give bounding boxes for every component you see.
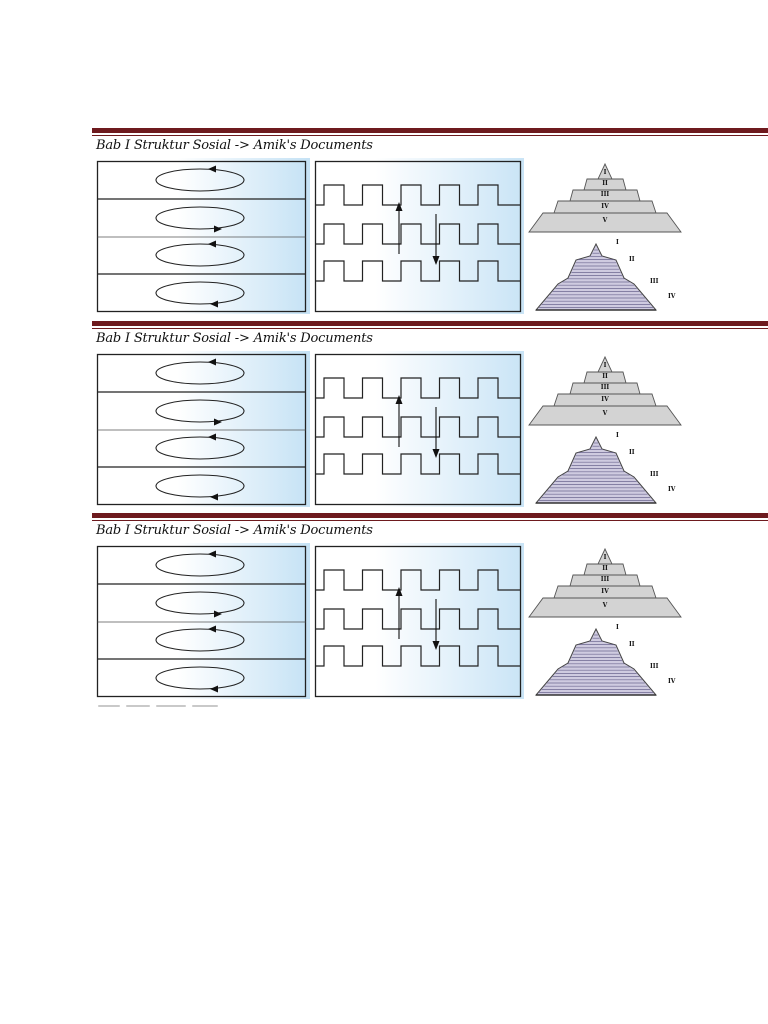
pyramid-level-label: III <box>650 663 659 670</box>
rotation-ellipse <box>156 626 244 652</box>
square-wave-line <box>316 609 521 629</box>
stratification-pyramid-stepped <box>528 162 682 234</box>
page-header-title: Bab I Struktur Sosial -> Amik's Documents <box>96 138 373 153</box>
arrowhead-icon <box>208 166 216 173</box>
rotation-ellipse <box>156 475 244 501</box>
arrow-down-icon <box>433 407 440 458</box>
rotation-ellipse <box>156 551 244 577</box>
pyramid-tier-label: II <box>602 373 608 380</box>
pyramid-tier-label: II <box>602 565 608 572</box>
cropped-caption-fragment <box>98 703 248 709</box>
page-header-title: Bab I Struktur Sosial -> Amik's Documents <box>96 331 373 346</box>
pyramid-tier-label: IV <box>601 203 609 210</box>
rotation-ellipse <box>156 166 244 192</box>
stratification-pyramid-stepped <box>528 547 682 619</box>
square-wave-line <box>316 378 521 398</box>
square-wave-svg <box>312 158 524 314</box>
pyramid-level-label: IV <box>668 293 676 300</box>
pyramid-tier-label: I <box>603 362 607 369</box>
square-wave-diagram <box>312 543 524 699</box>
square-wave-line <box>316 224 521 244</box>
rotation-diagram-svg <box>96 158 310 314</box>
pyramid-tier-label: V <box>602 602 608 609</box>
arrowhead-icon <box>208 359 216 366</box>
layered-pyramid-svg <box>530 625 684 699</box>
rotation-diagram-svg <box>96 543 310 699</box>
layered-pyramid-svg <box>530 240 684 314</box>
stratification-pyramid-stepped <box>528 355 682 427</box>
pyramid-level-label: IV <box>668 678 676 685</box>
pyramid-level-label: I <box>616 624 619 631</box>
arrowhead-icon <box>210 494 218 501</box>
arrowhead-icon <box>208 434 216 441</box>
arrow-down-icon <box>433 599 440 650</box>
arrowhead-icon <box>208 626 216 633</box>
pyramid-level-label: I <box>616 239 619 246</box>
section-1 <box>0 128 768 320</box>
square-wave-line <box>316 261 521 281</box>
rotation-diagram <box>96 158 310 314</box>
arrowhead-icon <box>208 551 216 558</box>
header-rule-thick <box>92 321 768 326</box>
rotation-ellipse <box>156 282 244 308</box>
layered-pyramid-svg <box>530 433 684 507</box>
pyramid-tier-label: I <box>603 169 607 176</box>
square-wave-diagram <box>312 158 524 314</box>
section-3 <box>0 513 768 705</box>
arrowhead-icon <box>208 241 216 248</box>
pyramid-level-label: III <box>650 471 659 478</box>
pyramid-level-label: IV <box>668 486 676 493</box>
pyramid-level-label: II <box>629 449 635 456</box>
stratification-pyramid-layered <box>530 625 684 699</box>
square-wave-line <box>316 570 521 590</box>
pyramid-level-label: III <box>650 278 659 285</box>
pyramid-level-label: I <box>616 432 619 439</box>
header-rule-thick <box>92 513 768 518</box>
pyramid-tier-label: III <box>600 384 610 391</box>
pyramid-level-label: II <box>629 256 635 263</box>
square-wave-svg <box>312 543 524 699</box>
pyramid-level-label: II <box>629 641 635 648</box>
rotation-diagram <box>96 543 310 699</box>
rotation-ellipse <box>156 241 244 267</box>
rotation-diagram <box>96 351 310 507</box>
square-wave-line <box>316 454 521 474</box>
rotation-ellipse <box>156 592 244 618</box>
rotation-ellipse <box>156 207 244 233</box>
square-wave-line <box>316 646 521 666</box>
page-header-title: Bab I Struktur Sosial -> Amik's Documents <box>96 523 373 538</box>
section-2 <box>0 321 768 513</box>
square-wave-line <box>316 185 521 205</box>
arrowhead-icon <box>214 419 222 426</box>
square-wave-svg <box>312 351 524 507</box>
pyramid-tier-label: V <box>602 217 608 224</box>
arrowhead-icon <box>210 301 218 308</box>
stratification-pyramid-layered <box>530 240 684 314</box>
header-rule-thin <box>92 135 768 136</box>
arrowhead-icon <box>214 226 222 233</box>
rotation-ellipse <box>156 667 244 693</box>
pyramid-tier-label: III <box>600 191 610 198</box>
square-wave-diagram <box>312 351 524 507</box>
header-rule-thick <box>92 128 768 133</box>
pyramid-tier-label: I <box>603 554 607 561</box>
pyramid-tier-label: III <box>600 576 610 583</box>
square-wave-line <box>316 417 521 437</box>
pyramid-tier-label: IV <box>601 396 609 403</box>
rotation-ellipse <box>156 400 244 426</box>
arrowhead-icon <box>214 611 222 618</box>
pyramid-tier-label: V <box>602 410 608 417</box>
rotation-ellipse <box>156 359 244 385</box>
arrow-down-icon <box>433 214 440 265</box>
rotation-diagram-svg <box>96 351 310 507</box>
header-rule-thin <box>92 520 768 521</box>
pyramid-tier-label: IV <box>601 588 609 595</box>
pyramid-tier-label: II <box>602 180 608 187</box>
stratification-pyramid-layered <box>530 433 684 507</box>
arrowhead-icon <box>210 686 218 693</box>
header-rule-thin <box>92 328 768 329</box>
rotation-ellipse <box>156 434 244 460</box>
